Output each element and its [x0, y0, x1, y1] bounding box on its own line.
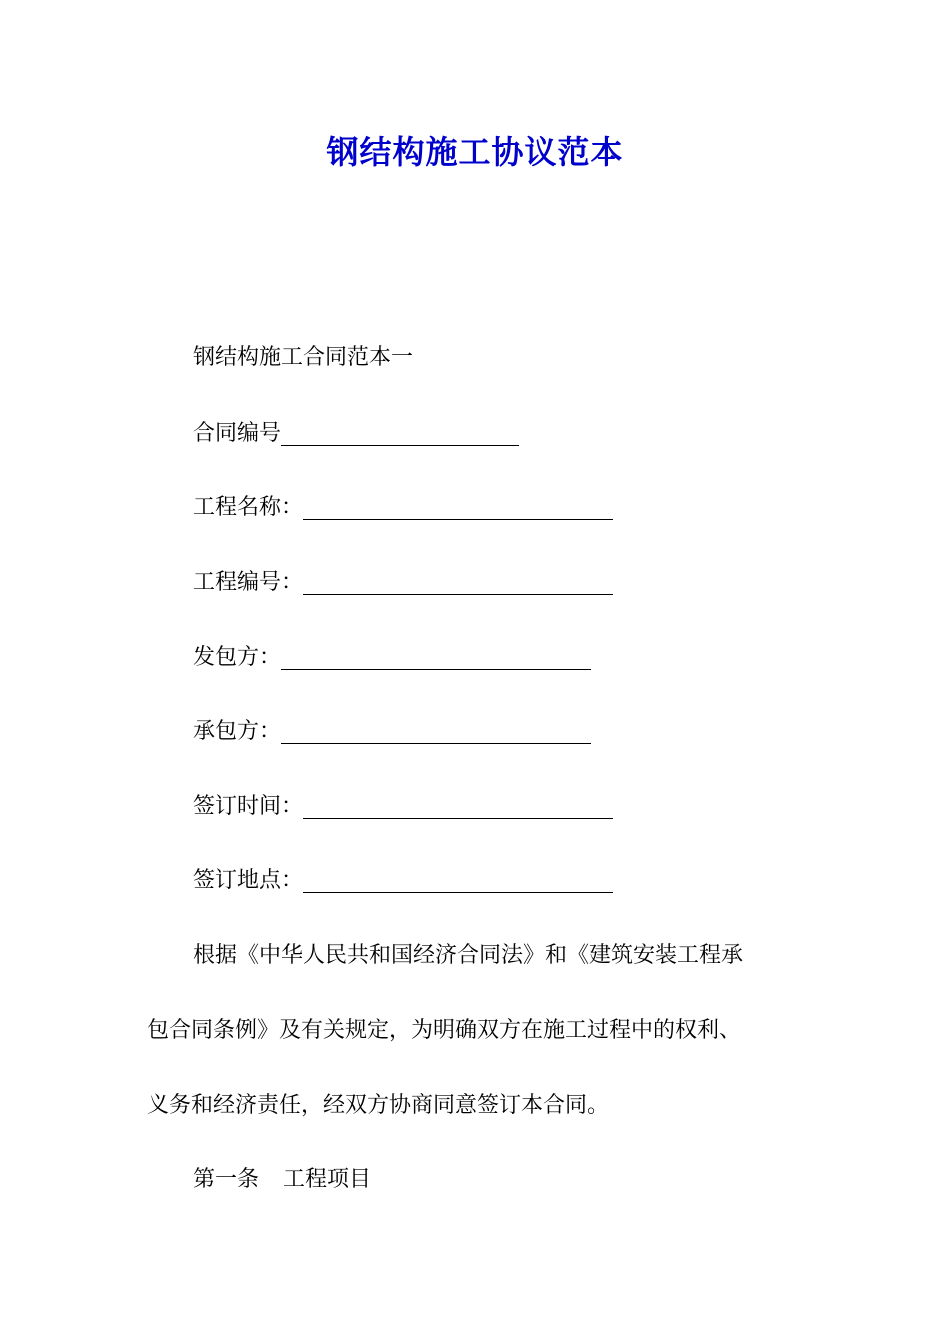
fill-in-blank — [281, 423, 519, 446]
field-signing-place — [193, 865, 613, 897]
document-title: 钢结构施工协议范本 — [326, 133, 624, 171]
paragraph-line: 义务和经济责任，经双方协商同意签订本合同。 — [147, 1093, 610, 1118]
fill-in-blank — [303, 572, 613, 595]
fill-in-blank — [281, 647, 591, 670]
field-label: 承包方： — [193, 719, 282, 744]
field-label: 工程编号： — [193, 570, 304, 595]
contract-subtitle: 钢结构施工合同范本一 — [193, 345, 414, 370]
fill-in-blank — [281, 721, 591, 744]
field-label: 合同编号 — [193, 421, 282, 446]
fill-in-blank — [303, 796, 613, 819]
paragraph-line: 根据《中华人民共和国经济合同法》和《建筑安装工程承 — [193, 943, 744, 968]
article-heading — [193, 1164, 371, 1196]
field-contractor — [193, 716, 591, 748]
field-contract-number — [193, 418, 519, 450]
field-signing-date — [193, 791, 613, 823]
field-employer — [193, 642, 591, 674]
article-title: 工程项目 — [283, 1167, 372, 1192]
field-label: 工程名称： — [193, 495, 304, 520]
paragraph-line: 包合同条例》及有关规定，为明确双方在施工过程中的权利、 — [147, 1018, 742, 1043]
fill-in-blank — [303, 497, 613, 520]
field-label: 签订时间： — [193, 794, 304, 819]
article-number: 第一条 — [193, 1167, 260, 1192]
field-label: 发包方： — [193, 645, 282, 670]
field-project-number — [193, 567, 613, 599]
field-project-name — [193, 492, 613, 524]
field-label: 签订地点： — [193, 868, 304, 893]
fill-in-blank — [303, 870, 613, 893]
